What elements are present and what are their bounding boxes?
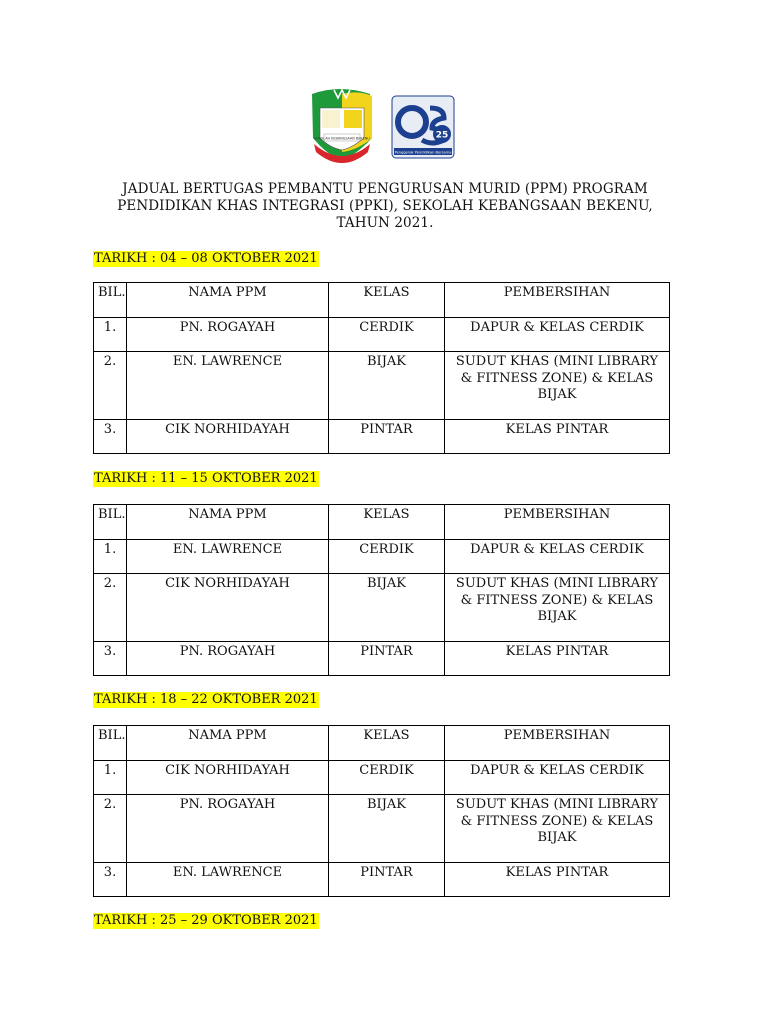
table-row bbox=[94, 574, 670, 642]
cell-kelas: PINTAR bbox=[329, 420, 445, 454]
table-row bbox=[94, 863, 670, 897]
header-nama: NAMA PPM bbox=[127, 726, 329, 761]
header-bil: BIL. bbox=[94, 283, 127, 318]
cell-kelas: CERDIK bbox=[329, 318, 445, 352]
header-nama: NAMA PPM bbox=[127, 283, 329, 318]
ppki-logo bbox=[392, 96, 454, 158]
cell-bil: 2. bbox=[94, 795, 127, 863]
cell-nama: EN. LAWRENCE bbox=[127, 352, 329, 420]
cell-bil: 1. bbox=[94, 540, 127, 574]
cell-bil: 2. bbox=[94, 352, 127, 420]
cell-kelas: BIJAK bbox=[329, 795, 445, 863]
table-row bbox=[94, 795, 670, 863]
cell-kelas: PINTAR bbox=[329, 642, 445, 676]
table-row bbox=[94, 420, 670, 454]
cell-bil: 3. bbox=[94, 642, 127, 676]
header-logos bbox=[310, 86, 460, 172]
duty-table-week-3 bbox=[93, 725, 670, 897]
crest-banner-text: SEKOLAH KEBANGSAAN BEKENU bbox=[314, 136, 370, 141]
cell-kelas: CERDIK bbox=[329, 540, 445, 574]
table-header-row bbox=[94, 505, 670, 540]
table-header-row bbox=[94, 283, 670, 318]
cell-nama: CIK NORHIDAYAH bbox=[127, 574, 329, 642]
cell-nama: PN. ROGAYAH bbox=[127, 795, 329, 863]
cell-pembersihan: DAPUR & KELAS CERDIK bbox=[445, 318, 670, 352]
cell-pembersihan: SUDUT KHAS (MINI LIBRARY & FITNESS ZONE) & KELAS BIJAK bbox=[445, 574, 670, 642]
cell-pembersihan: SUDUT KHAS (MINI LIBRARY & FITNESS ZONE) & KELAS BIJAK bbox=[445, 795, 670, 863]
table-row bbox=[94, 642, 670, 676]
cell-nama: EN. LAWRENCE bbox=[127, 863, 329, 897]
cell-kelas: BIJAK bbox=[329, 574, 445, 642]
school-crest-logo bbox=[310, 86, 460, 172]
duty-table-week-1 bbox=[93, 282, 670, 454]
header-nama: NAMA PPM bbox=[127, 505, 329, 540]
table-row bbox=[94, 318, 670, 352]
duty-table-week-2 bbox=[93, 504, 670, 676]
title-line-1: JADUAL BERTUGAS PEMBANTU PENGURUSAN MURID (PPM) PROGRAM bbox=[122, 181, 648, 197]
crest-emblem-left bbox=[322, 110, 340, 128]
cell-bil: 3. bbox=[94, 863, 127, 897]
svg-text:25: 25 bbox=[435, 130, 449, 141]
cell-pembersihan: DAPUR & KELAS CERDIK bbox=[445, 540, 670, 574]
cell-bil: 1. bbox=[94, 761, 127, 795]
tarikh-week-2: TARIKH : 11 – 15 OKTOBER 2021 bbox=[94, 471, 318, 486]
cell-pembersihan: KELAS PINTAR bbox=[445, 420, 670, 454]
header-kelas: KELAS bbox=[329, 726, 445, 761]
header-pembersihan: PEMBERSIHAN bbox=[445, 726, 670, 761]
cell-bil: 1. bbox=[94, 318, 127, 352]
cell-kelas: CERDIK bbox=[329, 761, 445, 795]
table-row bbox=[94, 540, 670, 574]
cell-pembersihan: KELAS PINTAR bbox=[445, 642, 670, 676]
cell-pembersihan: DAPUR & KELAS CERDIK bbox=[445, 761, 670, 795]
crest-emblem-right bbox=[344, 110, 362, 128]
cell-nama: EN. LAWRENCE bbox=[127, 540, 329, 574]
cell-kelas: PINTAR bbox=[329, 863, 445, 897]
table-row bbox=[94, 352, 670, 420]
table-header-row bbox=[94, 726, 670, 761]
cell-nama: PN. ROGAYAH bbox=[127, 318, 329, 352]
tarikh-week-1: TARIKH : 04 – 08 OKTOBER 2021 bbox=[94, 251, 318, 266]
cell-nama: CIK NORHIDAYAH bbox=[127, 420, 329, 454]
header-bil: BIL. bbox=[94, 726, 127, 761]
table-row bbox=[94, 761, 670, 795]
cell-pembersihan: KELAS PINTAR bbox=[445, 863, 670, 897]
tarikh-week-4: TARIKH : 25 – 29 OKTOBER 2021 bbox=[94, 913, 318, 928]
header-kelas: KELAS bbox=[329, 283, 445, 318]
cell-kelas: BIJAK bbox=[329, 352, 445, 420]
title-line-3: TAHUN 2021. bbox=[336, 215, 434, 231]
cell-bil: 2. bbox=[94, 574, 127, 642]
cell-pembersihan: SUDUT KHAS (MINI LIBRARY & FITNESS ZONE) & KELAS BIJAK bbox=[445, 352, 670, 420]
header-kelas: KELAS bbox=[329, 505, 445, 540]
cell-nama: CIK NORHIDAYAH bbox=[127, 761, 329, 795]
cell-bil: 3. bbox=[94, 420, 127, 454]
tarikh-week-3: TARIKH : 18 – 22 OKTOBER 2021 bbox=[94, 692, 318, 707]
svg-text:Penggerak Pendidikan Bersama: Penggerak Pendidikan Bersama bbox=[394, 150, 452, 155]
header-pembersihan: PEMBERSIHAN bbox=[445, 283, 670, 318]
document-title bbox=[90, 181, 680, 232]
header-bil: BIL. bbox=[94, 505, 127, 540]
cell-nama: PN. ROGAYAH bbox=[127, 642, 329, 676]
title-line-2: PENDIDIKAN KHAS INTEGRASI (PPKI), SEKOLAH KEBANGSAAN BEKENU, bbox=[117, 198, 653, 214]
header-pembersihan: PEMBERSIHAN bbox=[445, 505, 670, 540]
